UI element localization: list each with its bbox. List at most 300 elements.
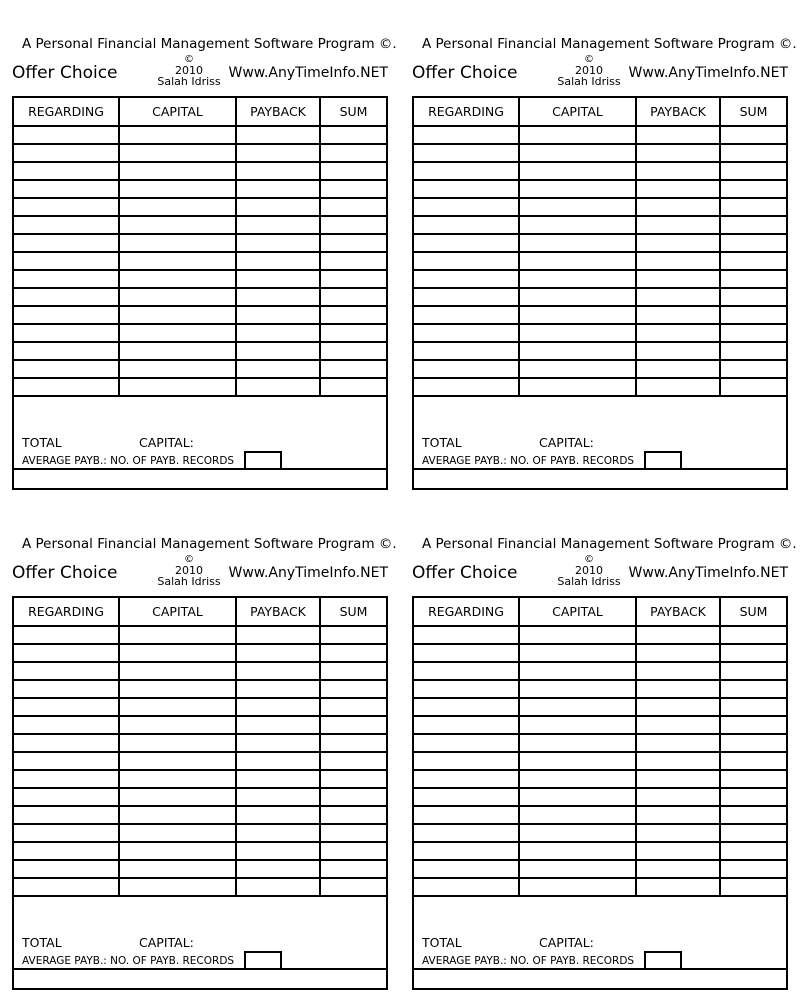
program-title: A Personal Financial Management Software Program ©.	[22, 536, 397, 552]
capital-cell[interactable]	[519, 306, 636, 324]
capital-cell[interactable]	[519, 126, 636, 144]
sum-cell[interactable]	[320, 180, 386, 198]
regarding-cell[interactable]	[414, 698, 519, 716]
payback-cell[interactable]	[236, 234, 320, 252]
capital-cell[interactable]	[519, 378, 636, 396]
payback-cell[interactable]	[636, 126, 720, 144]
sum-cell[interactable]	[720, 644, 786, 662]
col-regarding: REGARDING	[414, 598, 519, 626]
regarding-cell[interactable]	[414, 806, 519, 824]
totals-section	[414, 932, 786, 968]
entry-row	[414, 698, 786, 716]
copyright-block	[152, 554, 226, 587]
capital-cell[interactable]	[519, 788, 636, 806]
regarding-cell[interactable]	[414, 842, 519, 860]
payback-cell[interactable]	[236, 698, 320, 716]
regarding-cell[interactable]	[14, 698, 119, 716]
sum-cell[interactable]	[320, 626, 386, 644]
sum-cell[interactable]	[320, 162, 386, 180]
entry-row	[14, 716, 386, 734]
entry-row	[14, 378, 386, 396]
copyright-year: 2010	[175, 564, 203, 577]
entry-row	[414, 126, 786, 144]
capital-cell[interactable]	[119, 342, 236, 360]
regarding-cell[interactable]	[14, 644, 119, 662]
payback-cell[interactable]	[236, 806, 320, 824]
sum-cell[interactable]	[720, 324, 786, 342]
capital-cell[interactable]	[519, 216, 636, 234]
capital-cell[interactable]	[119, 288, 236, 306]
sum-cell[interactable]	[720, 716, 786, 734]
regarding-cell[interactable]	[414, 626, 519, 644]
sum-cell[interactable]	[720, 842, 786, 860]
regarding-cell[interactable]	[14, 342, 119, 360]
payback-cell[interactable]	[636, 288, 720, 306]
payback-cell[interactable]	[636, 680, 720, 698]
entry-row	[414, 752, 786, 770]
entry-row	[14, 698, 386, 716]
payback-cell[interactable]	[236, 216, 320, 234]
payback-cell[interactable]	[236, 878, 320, 896]
regarding-cell[interactable]	[414, 234, 519, 252]
header-row	[414, 598, 786, 626]
col-capital: CAPITAL	[119, 598, 236, 626]
payback-cell[interactable]	[636, 860, 720, 878]
regarding-cell[interactable]	[14, 234, 119, 252]
payback-cell[interactable]	[636, 306, 720, 324]
entry-row	[414, 288, 786, 306]
entry-row	[414, 234, 786, 252]
regarding-cell[interactable]	[14, 252, 119, 270]
capital-cell[interactable]	[119, 216, 236, 234]
entry-row	[414, 860, 786, 878]
capital-cell[interactable]	[519, 144, 636, 162]
capital-cell[interactable]	[119, 306, 236, 324]
regarding-cell[interactable]	[14, 180, 119, 198]
regarding-cell[interactable]	[14, 626, 119, 644]
capital-cell[interactable]	[119, 324, 236, 342]
sum-cell[interactable]	[720, 144, 786, 162]
payback-cell[interactable]	[636, 824, 720, 842]
sum-cell[interactable]	[720, 662, 786, 680]
sum-cell[interactable]	[720, 216, 786, 234]
capital-cell[interactable]	[119, 662, 236, 680]
sum-cell[interactable]	[720, 162, 786, 180]
payback-cell[interactable]	[236, 288, 320, 306]
regarding-cell[interactable]	[14, 270, 119, 288]
payback-cell[interactable]	[236, 270, 320, 288]
sum-cell[interactable]	[720, 806, 786, 824]
entry-row	[14, 270, 386, 288]
sum-cell[interactable]	[320, 644, 386, 662]
regarding-cell[interactable]	[414, 878, 519, 896]
sum-cell[interactable]	[720, 126, 786, 144]
capital-cell[interactable]	[119, 144, 236, 162]
regarding-cell[interactable]	[14, 144, 119, 162]
payback-cell[interactable]	[636, 644, 720, 662]
entry-row	[414, 878, 786, 896]
regarding-cell[interactable]	[14, 198, 119, 216]
payback-cell[interactable]	[236, 662, 320, 680]
payback-cell[interactable]	[636, 198, 720, 216]
sum-cell[interactable]	[720, 234, 786, 252]
regarding-cell[interactable]	[14, 734, 119, 752]
sum-cell[interactable]	[720, 878, 786, 896]
col-sum: SUM	[720, 598, 786, 626]
regarding-cell[interactable]	[414, 324, 519, 342]
payback-cell[interactable]	[636, 216, 720, 234]
col-capital: CAPITAL	[519, 598, 636, 626]
payback-cell[interactable]	[636, 144, 720, 162]
app-name: Offer Choice	[412, 563, 518, 583]
sum-cell[interactable]	[720, 770, 786, 788]
sum-cell[interactable]	[720, 180, 786, 198]
payback-cell[interactable]	[636, 162, 720, 180]
capital-cell[interactable]	[119, 270, 236, 288]
capital-cell[interactable]	[119, 806, 236, 824]
payback-cell[interactable]	[236, 788, 320, 806]
capital-cell[interactable]	[519, 878, 636, 896]
sum-cell[interactable]	[720, 270, 786, 288]
payback-cell[interactable]	[236, 198, 320, 216]
sum-cell[interactable]	[720, 698, 786, 716]
sum-cell[interactable]	[720, 788, 786, 806]
sum-cell[interactable]	[320, 770, 386, 788]
capital-cell[interactable]	[519, 162, 636, 180]
regarding-cell[interactable]	[414, 734, 519, 752]
regarding-cell[interactable]	[14, 878, 119, 896]
col-sum: SUM	[320, 98, 386, 126]
col-regarding: REGARDING	[414, 98, 519, 126]
capital-cell[interactable]	[519, 680, 636, 698]
copyright-year: 2010	[575, 64, 603, 77]
entry-row	[414, 680, 786, 698]
regarding-cell[interactable]	[414, 144, 519, 162]
sum-cell[interactable]	[320, 878, 386, 896]
regarding-cell[interactable]	[14, 770, 119, 788]
entry-row	[14, 216, 386, 234]
sum-cell[interactable]	[320, 842, 386, 860]
regarding-cell[interactable]	[414, 644, 519, 662]
payback-cell[interactable]	[236, 860, 320, 878]
regarding-cell[interactable]	[14, 306, 119, 324]
col-payback: PAYBACK	[636, 98, 720, 126]
payback-cell[interactable]	[236, 752, 320, 770]
entry-row	[14, 252, 386, 270]
payback-cell[interactable]	[636, 878, 720, 896]
capital-cell[interactable]	[519, 626, 636, 644]
payback-cell[interactable]	[236, 734, 320, 752]
regarding-cell[interactable]	[414, 198, 519, 216]
payback-cell[interactable]	[236, 252, 320, 270]
regarding-cell[interactable]	[14, 662, 119, 680]
sum-cell[interactable]	[720, 752, 786, 770]
entry-row	[414, 626, 786, 644]
sum-cell[interactable]	[320, 216, 386, 234]
copyright-author: Salah Idriss	[557, 575, 621, 588]
sum-cell[interactable]	[720, 306, 786, 324]
capital-cell[interactable]	[519, 842, 636, 860]
entry-table	[414, 598, 786, 897]
entry-row	[14, 752, 386, 770]
regarding-cell[interactable]	[14, 842, 119, 860]
payback-cell[interactable]	[636, 842, 720, 860]
capital-cell[interactable]	[119, 770, 236, 788]
payback-cell[interactable]	[236, 842, 320, 860]
sum-cell[interactable]	[320, 662, 386, 680]
entry-row	[14, 342, 386, 360]
sum-cell[interactable]	[720, 252, 786, 270]
capital-cell[interactable]	[519, 234, 636, 252]
capital-cell[interactable]	[119, 644, 236, 662]
app-name: Offer Choice	[412, 63, 518, 83]
capital-cell[interactable]	[119, 824, 236, 842]
sum-cell[interactable]	[720, 734, 786, 752]
payback-cell[interactable]	[636, 180, 720, 198]
regarding-cell[interactable]	[414, 378, 519, 396]
capital-cell[interactable]	[519, 252, 636, 270]
sum-cell[interactable]	[320, 698, 386, 716]
regarding-cell[interactable]	[414, 824, 519, 842]
regarding-cell[interactable]	[414, 860, 519, 878]
capital-cell[interactable]	[119, 788, 236, 806]
capital-cell[interactable]	[519, 806, 636, 824]
website-text: Www.AnyTimeInfo.NET	[228, 65, 388, 81]
entry-row	[14, 680, 386, 698]
capital-cell[interactable]	[119, 860, 236, 878]
sum-cell[interactable]	[320, 234, 386, 252]
sum-cell[interactable]	[320, 342, 386, 360]
capital-cell[interactable]	[119, 234, 236, 252]
sum-cell[interactable]	[320, 824, 386, 842]
regarding-cell[interactable]	[14, 824, 119, 842]
regarding-cell[interactable]	[414, 342, 519, 360]
capital-cell[interactable]	[119, 878, 236, 896]
entry-row	[14, 806, 386, 824]
sum-cell[interactable]	[320, 198, 386, 216]
capital-cell[interactable]	[119, 360, 236, 378]
capital-cell[interactable]	[119, 698, 236, 716]
capital-cell[interactable]	[119, 162, 236, 180]
sum-cell[interactable]	[720, 680, 786, 698]
sum-cell[interactable]	[320, 252, 386, 270]
capital-cell[interactable]	[519, 324, 636, 342]
sum-cell[interactable]	[320, 360, 386, 378]
totals-section	[14, 932, 386, 968]
capital-cell[interactable]	[119, 734, 236, 752]
capital-cell[interactable]	[519, 860, 636, 878]
average-payback-label: AVERAGE PAYB.: NO. OF PAYB. RECORDS	[422, 955, 635, 967]
entry-row	[414, 824, 786, 842]
entry-row	[14, 770, 386, 788]
sum-cell[interactable]	[720, 198, 786, 216]
payback-cell[interactable]	[236, 144, 320, 162]
sum-cell[interactable]	[720, 860, 786, 878]
copyright-symbol: ©	[184, 554, 194, 565]
regarding-cell[interactable]	[14, 860, 119, 878]
capital-cell[interactable]	[119, 842, 236, 860]
regarding-cell[interactable]	[414, 126, 519, 144]
entry-row	[14, 662, 386, 680]
regarding-cell[interactable]	[14, 788, 119, 806]
entry-row	[14, 162, 386, 180]
payback-cell[interactable]	[236, 824, 320, 842]
copyright-author: Salah Idriss	[157, 75, 221, 88]
app-name: Offer Choice	[12, 63, 118, 83]
copyright-year: 2010	[575, 564, 603, 577]
capital-cell[interactable]	[519, 770, 636, 788]
payback-cell[interactable]	[636, 788, 720, 806]
entry-form	[412, 96, 788, 490]
sum-cell[interactable]	[720, 378, 786, 396]
capital-cell[interactable]	[519, 698, 636, 716]
regarding-cell[interactable]	[414, 680, 519, 698]
capital-cell[interactable]	[519, 644, 636, 662]
sum-cell[interactable]	[320, 734, 386, 752]
regarding-cell[interactable]	[14, 162, 119, 180]
regarding-cell[interactable]	[14, 752, 119, 770]
payback-cell[interactable]	[636, 342, 720, 360]
footer-divider	[414, 468, 786, 470]
regarding-cell[interactable]	[14, 806, 119, 824]
capital-cell[interactable]	[519, 342, 636, 360]
sum-cell[interactable]	[720, 360, 786, 378]
capital-cell[interactable]	[119, 198, 236, 216]
regarding-cell[interactable]	[414, 770, 519, 788]
payback-cell[interactable]	[236, 644, 320, 662]
regarding-cell[interactable]	[414, 360, 519, 378]
regarding-cell[interactable]	[414, 788, 519, 806]
capital-cell[interactable]	[119, 752, 236, 770]
payback-cell[interactable]	[236, 162, 320, 180]
regarding-cell[interactable]	[14, 378, 119, 396]
sum-cell[interactable]	[320, 324, 386, 342]
sum-cell[interactable]	[320, 680, 386, 698]
payback-cell[interactable]	[636, 270, 720, 288]
copyright-block	[552, 554, 626, 587]
capital-cell[interactable]	[519, 360, 636, 378]
capital-cell[interactable]	[519, 198, 636, 216]
entry-row	[414, 180, 786, 198]
capital-cell[interactable]	[119, 180, 236, 198]
payback-cell[interactable]	[636, 806, 720, 824]
copyright-block	[152, 54, 226, 87]
regarding-cell[interactable]	[414, 716, 519, 734]
sum-cell[interactable]	[320, 126, 386, 144]
payback-cell[interactable]	[236, 126, 320, 144]
capital-cell[interactable]	[519, 180, 636, 198]
regarding-cell[interactable]	[414, 306, 519, 324]
payback-cell[interactable]	[236, 770, 320, 788]
regarding-cell[interactable]	[14, 126, 119, 144]
sum-cell[interactable]	[320, 288, 386, 306]
capital-cell[interactable]	[519, 288, 636, 306]
capital-cell[interactable]	[519, 716, 636, 734]
col-payback: PAYBACK	[236, 98, 320, 126]
regarding-cell[interactable]	[14, 288, 119, 306]
payback-cell[interactable]	[236, 342, 320, 360]
sum-cell[interactable]	[320, 860, 386, 878]
payback-cell[interactable]	[636, 360, 720, 378]
regarding-cell[interactable]	[14, 216, 119, 234]
payback-cell[interactable]	[236, 716, 320, 734]
payback-cell[interactable]	[636, 752, 720, 770]
payback-cell[interactable]	[236, 306, 320, 324]
capital-cell[interactable]	[519, 662, 636, 680]
regarding-cell[interactable]	[414, 162, 519, 180]
sum-cell[interactable]	[320, 378, 386, 396]
capital-cell[interactable]	[119, 126, 236, 144]
entry-table	[414, 98, 786, 397]
payback-cell[interactable]	[636, 626, 720, 644]
capital-cell[interactable]	[519, 270, 636, 288]
entry-row	[414, 162, 786, 180]
total-label: TOTAL	[422, 435, 462, 450]
sum-cell[interactable]	[720, 288, 786, 306]
capital-total-label: CAPITAL:	[139, 435, 194, 450]
regarding-cell[interactable]	[414, 662, 519, 680]
payback-cell[interactable]	[636, 734, 720, 752]
regarding-cell[interactable]	[14, 360, 119, 378]
capital-cell[interactable]	[119, 626, 236, 644]
regarding-cell[interactable]	[414, 270, 519, 288]
payback-cell[interactable]	[636, 770, 720, 788]
payback-cell[interactable]	[636, 252, 720, 270]
payback-cell[interactable]	[236, 180, 320, 198]
sum-cell[interactable]	[320, 306, 386, 324]
regarding-cell[interactable]	[414, 216, 519, 234]
regarding-cell[interactable]	[14, 680, 119, 698]
website-text: Www.AnyTimeInfo.NET	[228, 565, 388, 581]
payback-cell[interactable]	[636, 716, 720, 734]
payback-cell[interactable]	[636, 234, 720, 252]
capital-cell[interactable]	[519, 824, 636, 842]
payback-cell[interactable]	[236, 626, 320, 644]
sum-cell[interactable]	[320, 270, 386, 288]
regarding-cell[interactable]	[414, 752, 519, 770]
sum-cell[interactable]	[320, 716, 386, 734]
sum-cell[interactable]	[720, 342, 786, 360]
entry-row	[414, 734, 786, 752]
form-card	[12, 30, 397, 490]
regarding-cell[interactable]	[14, 716, 119, 734]
payback-cell[interactable]	[636, 698, 720, 716]
sum-cell[interactable]	[320, 144, 386, 162]
payback-cell[interactable]	[236, 360, 320, 378]
sum-cell[interactable]	[320, 788, 386, 806]
sum-cell[interactable]	[320, 806, 386, 824]
sum-cell[interactable]	[720, 626, 786, 644]
capital-cell[interactable]	[519, 752, 636, 770]
capital-cell[interactable]	[119, 680, 236, 698]
sum-cell[interactable]	[720, 824, 786, 842]
regarding-cell[interactable]	[414, 288, 519, 306]
payback-cell[interactable]	[636, 662, 720, 680]
capital-cell[interactable]	[119, 378, 236, 396]
payback-cell[interactable]	[236, 324, 320, 342]
capital-cell[interactable]	[519, 734, 636, 752]
payback-cell[interactable]	[636, 324, 720, 342]
capital-cell[interactable]	[119, 716, 236, 734]
payback-cell[interactable]	[236, 378, 320, 396]
regarding-cell[interactable]	[414, 252, 519, 270]
payback-cell[interactable]	[636, 378, 720, 396]
sum-cell[interactable]	[320, 752, 386, 770]
payback-cell[interactable]	[236, 680, 320, 698]
regarding-cell[interactable]	[14, 324, 119, 342]
capital-cell[interactable]	[119, 252, 236, 270]
regarding-cell[interactable]	[414, 180, 519, 198]
